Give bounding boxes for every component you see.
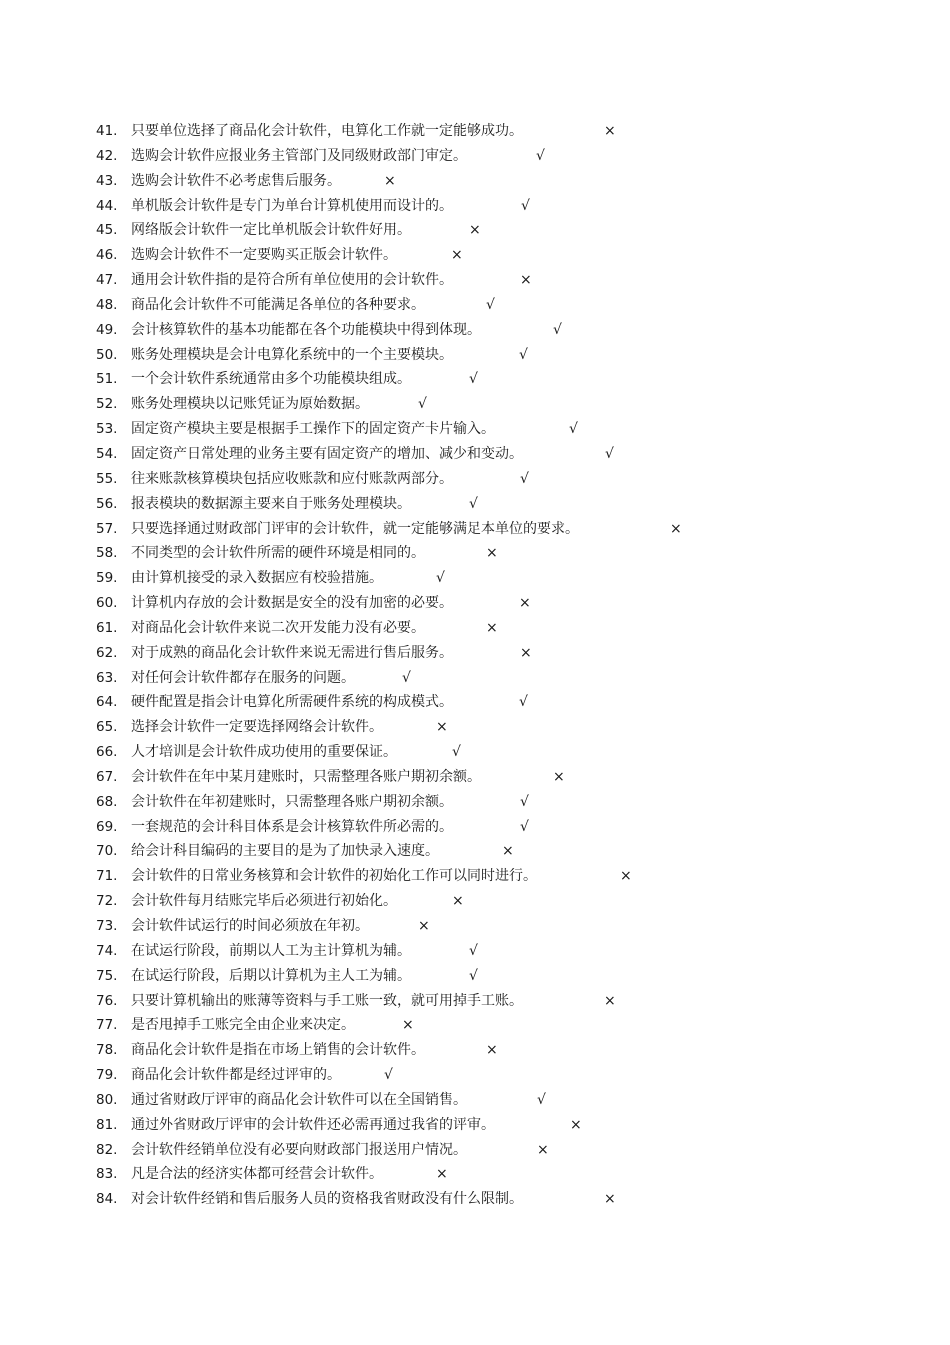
item-statement: 对会计软件经销和售后服务人员的资格我省财政没有什么限制。 [131,1191,523,1208]
list-item [96,566,579,591]
item-number: 74. [96,942,118,959]
item-number: 76. [96,992,118,1009]
item-statement: 只要计算机输出的账薄等资料与手工账一致，就可用掉手工账。 [131,992,523,1009]
item-statement: 只要单位选择了商品化会计软件，电算化工作就一定能够成功。 [131,123,523,139]
answer-false-mark: × [537,1141,549,1158]
item-statement: 通过省财政厅评审的商品化会计软件可以在全国销售。 [131,1091,467,1108]
item-statement: 商品化会计软件不可能满足各单位的各种要求。 [131,296,425,313]
list-item [96,119,616,144]
item-statement: 选购会计软件应报业务主管部门及同级财政部门审定。 [131,147,467,164]
item-number: 65. [96,719,118,736]
item-number: 80. [96,1091,118,1108]
list-item [96,790,579,815]
item-statement: 对于成熟的商品化会计软件来说无需进行售后服务。 [131,644,453,661]
item-statement: 商品化会计软件是指在市场上销售的会计软件。 [131,1042,425,1059]
list-item [96,666,579,691]
list-item [96,839,579,864]
item-statement: 账务处理模块是会计电算化系统中的一个主要模块。 [131,346,453,363]
list-item [96,517,682,542]
answer-false-mark: × [553,768,565,785]
list-item [96,293,579,318]
answer-false-mark: × [436,1166,448,1183]
item-number: 58. [96,545,118,562]
item-number: 43. [96,172,118,189]
item-number: 69. [96,818,118,835]
list-item [96,1088,579,1113]
list-item [96,367,579,392]
answer-true-mark: √ [469,495,478,512]
item-number: 67. [96,768,118,785]
item-statement: 对任何会计软件都存在服务的问题。 [131,669,355,686]
answer-false-mark: × [451,247,463,264]
item-number: 49. [96,321,118,338]
answer-false-mark: × [670,520,682,537]
item-statement: 商品化会计软件都是经过评审的。 [131,1067,341,1084]
answer-true-mark: √ [469,371,478,388]
item-statement: 网络版会计软件一定比单机版会计软件好用。 [131,222,411,239]
answer-false-mark: × [486,619,498,636]
list-item [96,1063,579,1088]
item-statement: 会计软件每月结账完毕后必须进行初始化。 [131,893,397,910]
answer-false-mark: × [604,123,616,139]
item-statement: 在试运行阶段，前期以人工为主计算机为辅。 [131,942,411,959]
item-statement: 只要选择通过财政部门评审的会计软件，就一定能够满足本单位的要求。 [131,520,579,537]
item-number: 77. [96,1017,118,1034]
item-number: 73. [96,918,118,934]
list-item [96,690,579,715]
item-statement: 选购会计软件不一定要购买正版会计软件。 [131,247,397,264]
answer-true-mark: √ [520,470,529,487]
answer-false-mark: × [502,843,514,860]
item-number: 51. [96,371,118,388]
list-item [96,467,579,492]
item-number: 64. [96,694,118,711]
item-number: 63. [96,669,118,686]
item-number: 75. [96,967,118,984]
answer-false-mark: × [418,918,430,934]
list-item [96,392,579,417]
list-item [96,939,579,964]
answer-true-mark: √ [520,818,529,835]
item-statement: 在试运行阶段，后期以计算机为主人工为辅。 [131,967,411,984]
answer-true-mark: √ [486,296,495,313]
item-statement: 通用会计软件指的是符合所有单位使用的会计软件。 [131,272,453,289]
list-item [96,1113,582,1138]
list-item [96,864,632,889]
answer-true-mark: √ [605,445,614,462]
list-item [96,268,579,293]
answer-true-mark: √ [520,793,529,810]
list-item [96,1162,579,1187]
answer-true-mark: √ [521,197,530,214]
list-item [96,889,579,914]
list-item [96,765,579,790]
item-number: 59. [96,570,118,587]
list-item [96,914,579,939]
list-item [96,218,579,243]
list-item [96,1187,616,1212]
question-list [96,119,682,1212]
list-item [96,641,579,666]
list-item [96,169,579,194]
answer-true-mark: √ [519,694,528,711]
list-item [96,740,579,765]
item-number: 46. [96,247,118,264]
answer-false-mark: × [402,1017,414,1034]
item-statement: 人才培训是会计软件成功使用的重要保证。 [131,744,397,761]
answer-false-mark: × [469,222,481,239]
item-number: 83. [96,1166,118,1183]
item-number: 68. [96,793,118,810]
item-number: 53. [96,421,118,438]
item-number: 84. [96,1191,118,1208]
answer-true-mark: √ [469,942,478,959]
list-item [96,243,579,268]
item-statement: 对商品化会计软件来说二次开发能力没有必要。 [131,619,425,636]
item-number: 72. [96,893,118,910]
item-statement: 报表模块的数据源主要来自于账务处理模块。 [131,495,411,512]
item-number: 54. [96,445,118,462]
list-item [96,616,579,641]
answer-false-mark: × [520,272,532,289]
list-item [96,417,579,442]
answer-true-mark: √ [384,1067,393,1084]
item-number: 61. [96,619,118,636]
list-item [96,964,579,989]
item-number: 60. [96,595,118,612]
list-item [96,591,579,616]
list-item [96,541,579,566]
item-number: 44. [96,197,118,214]
item-statement: 账务处理模块以记账凭证为原始数据。 [131,396,369,413]
item-number: 56. [96,495,118,512]
item-number: 57. [96,520,118,537]
item-statement: 单机版会计软件是专门为单台计算机使用而设计的。 [131,197,453,214]
item-statement: 一个会计软件系统通常由多个功能模块组成。 [131,371,411,388]
item-number: 71. [96,868,118,885]
answer-false-mark: × [520,644,532,661]
answer-false-mark: × [384,172,396,189]
list-item [96,492,579,517]
item-number: 70. [96,843,118,860]
list-item [96,715,579,740]
item-statement: 固定资产模块主要是根据手工操作下的固定资产卡片输入。 [131,421,495,438]
answer-true-mark: √ [569,421,578,438]
answer-true-mark: √ [553,321,562,338]
item-number: 55. [96,470,118,487]
item-statement: 固定资产日常处理的业务主要有固定资产的增加、减少和变动。 [131,445,523,462]
list-item [96,343,579,368]
item-statement: 会计软件的日常业务核算和会计软件的初始化工作可以同时进行。 [131,868,537,885]
answer-true-mark: √ [469,967,478,984]
answer-false-mark: × [570,1116,582,1133]
answer-true-mark: √ [418,396,427,413]
list-item [96,815,579,840]
item-statement: 一套规范的会计科目体系是会计核算软件所必需的。 [131,818,453,835]
item-number: 81. [96,1116,118,1133]
answer-false-mark: × [452,893,464,910]
answer-false-mark: × [519,595,531,612]
item-statement: 往来账款核算模块包括应收账款和应付账款两部分。 [131,470,453,487]
answer-true-mark: √ [402,669,411,686]
answer-true-mark: √ [452,744,461,761]
item-number: 78. [96,1042,118,1059]
item-statement: 选择会计软件一定要选择网络会计软件。 [131,719,383,736]
item-statement: 是否甩掉手工账完全由企业来决定。 [131,1017,355,1034]
item-number: 42. [96,147,118,164]
item-statement: 会计软件试运行的时间必须放在年初。 [131,918,369,934]
item-number: 82. [96,1141,118,1158]
answer-false-mark: × [604,992,616,1009]
item-number: 50. [96,346,118,363]
answer-false-mark: × [486,545,498,562]
item-statement: 给会计科目编码的主要目的是为了加快录入速度。 [131,843,439,860]
list-item [96,989,616,1014]
item-statement: 会计软件经销单位没有必要向财政部门报送用户情况。 [131,1141,467,1158]
list-item [96,144,579,169]
item-statement: 不同类型的会计软件所需的硬件环境是相同的。 [131,545,425,562]
list-item [96,1013,579,1038]
item-number: 52. [96,396,118,413]
list-item [96,318,579,343]
answer-true-mark: √ [436,570,445,587]
item-statement: 通过外省财政厅评审的会计软件还必需再通过我省的评审。 [131,1116,495,1133]
answer-false-mark: × [620,868,632,885]
item-number: 45. [96,222,118,239]
item-number: 62. [96,644,118,661]
item-statement: 凡是合法的经济实体都可经营会计软件。 [131,1166,383,1183]
answer-false-mark: × [436,719,448,736]
list-item [96,1038,579,1063]
list-item [96,194,579,219]
item-statement: 选购会计软件不必考虑售后服务。 [131,172,341,189]
item-number: 79. [96,1067,118,1084]
answer-false-mark: × [486,1042,498,1059]
item-statement: 会计核算软件的基本功能都在各个功能模块中得到体现。 [131,321,481,338]
item-statement: 硬件配置是指会计电算化所需硬件系统的构成模式。 [131,694,453,711]
item-statement: 由计算机接受的录入数据应有校验措施。 [131,570,383,587]
answer-true-mark: √ [536,147,545,164]
item-number: 66. [96,744,118,761]
answer-true-mark: √ [519,346,528,363]
item-statement: 会计软件在年中某月建账时，只需整理各账户期初余额。 [131,768,481,785]
list-item [96,1138,579,1163]
answer-true-mark: √ [537,1091,546,1108]
item-number: 47. [96,272,118,289]
item-number: 41. [96,123,118,139]
item-number: 48. [96,296,118,313]
list-item [96,442,614,467]
item-statement: 会计软件在年初建账时，只需整理各账户期初余额。 [131,793,453,810]
answer-false-mark: × [604,1191,616,1208]
item-statement: 计算机内存放的会计数据是安全的没有加密的必要。 [131,595,453,612]
